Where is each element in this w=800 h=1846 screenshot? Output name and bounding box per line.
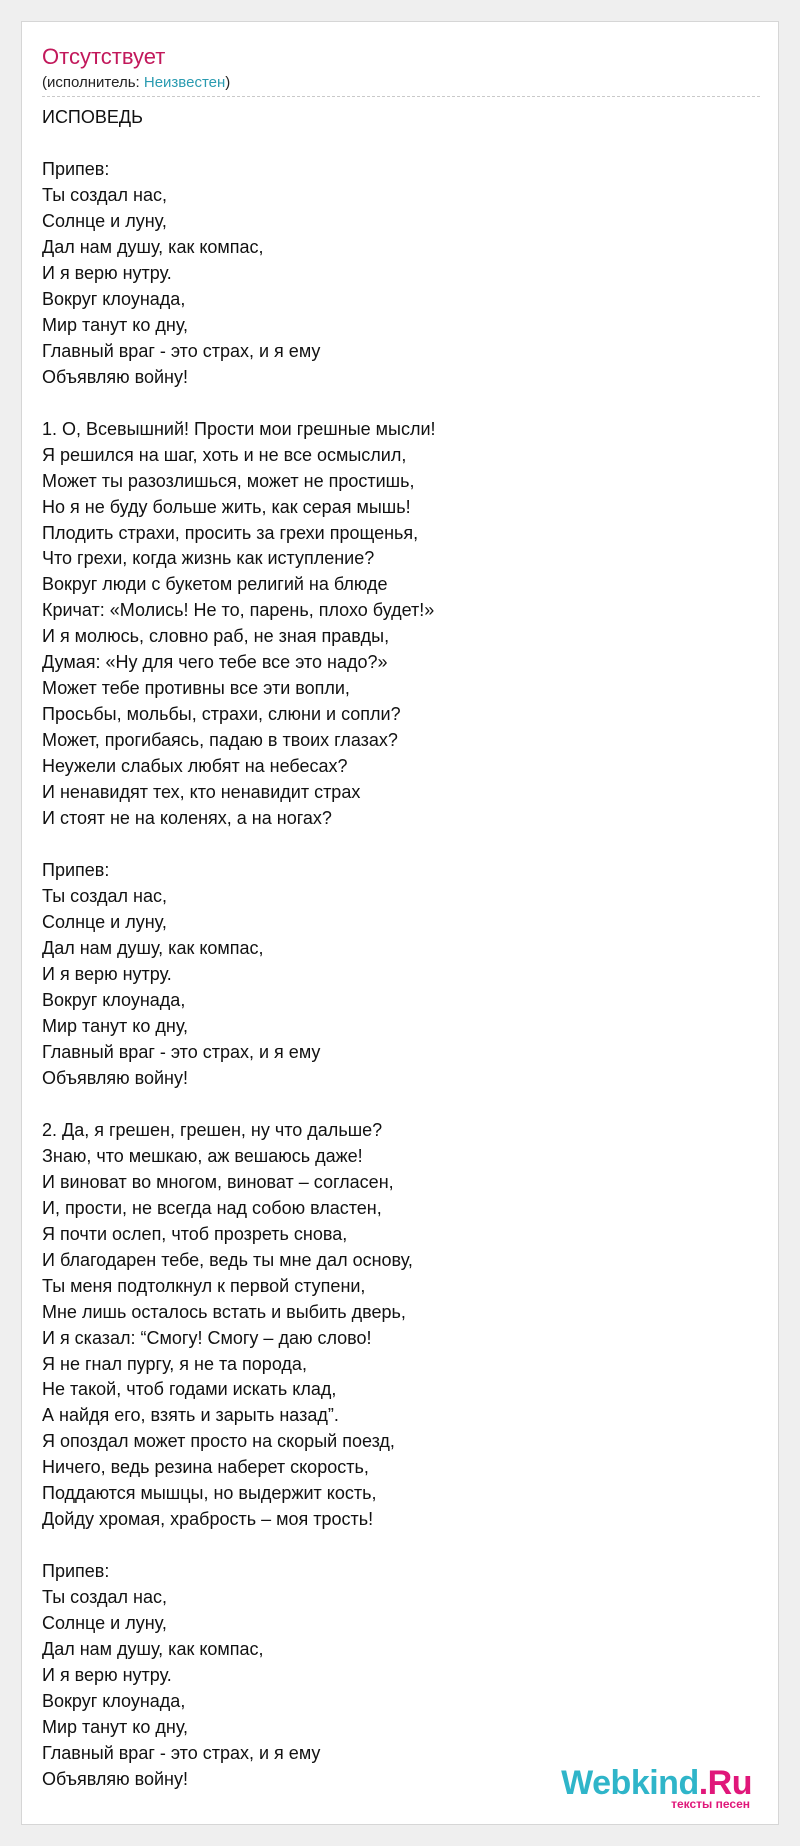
lyrics-line: И я верю нутру. — [42, 262, 172, 283]
lyrics-line: Припев: — [42, 158, 110, 179]
lyrics-line: Дал нам душу, как компас, — [42, 938, 264, 958]
lyrics-line: Я не гнал пургу, я не та порода, — [42, 1353, 307, 1374]
lyrics-line: И, прости, не всегда над собою властен, — [42, 1197, 382, 1218]
lyrics-line: Объявляю войну! — [42, 1067, 188, 1088]
lyrics-line: Ты создал нас, — [42, 1587, 167, 1608]
lyrics-line: Но я не буду больше жить, как серая мышь! — [42, 496, 411, 517]
lyrics-line: И я верю нутру. — [42, 963, 172, 984]
lyrics-line: Вокруг клоунада, — [42, 288, 186, 309]
lyrics-line — [42, 131, 436, 157]
lyrics-line: Неужели слабых любят на небесах? — [42, 756, 348, 777]
lyrics-line: Думая: «Ну для чего тебе все это надо?» — [42, 652, 388, 673]
logo-tld: .Ru — [698, 1764, 752, 1802]
lyrics-line: Дал нам душу, как компас, — [42, 236, 264, 257]
lyrics-line: Солнце и луну, — [42, 210, 167, 231]
artist-suffix: ) — [225, 74, 231, 91]
artist-line — [42, 74, 230, 92]
lyrics-line: И виноват во многом, виноват – согласен, — [42, 1171, 394, 1192]
lyrics-line: И ненавидят тех, кто ненавидит страх — [42, 782, 361, 803]
artist-link[interactable]: Неизвестен — [143, 74, 226, 91]
lyrics-line: Поддаются мышцы, но выдержит кость, — [42, 1483, 377, 1504]
lyrics-line: Главный враг - это страх, и я ему — [42, 340, 321, 361]
lyrics-line — [42, 1092, 436, 1118]
lyrics-line: Припев: — [42, 1561, 110, 1582]
lyrics-line: А найдя его, взять и зарыть назад”. — [42, 1405, 339, 1426]
lyrics-line: Кричат: «Молись! Не то, парень, плохо будет!» — [42, 600, 435, 621]
logo-tagline: тексты песен — [671, 1797, 750, 1811]
lyrics-line: ИСПОВЕДЬ — [42, 107, 143, 127]
lyrics-line: Что грехи, когда жизнь как иступление? — [42, 548, 375, 569]
lyrics-line: И я сказал: “Смогу! Смогу – даю слово! — [42, 1327, 372, 1348]
lyrics-line: Просьбы, мольбы, страхи, слюни и сопли? — [42, 704, 401, 725]
lyrics-line: Дойду хромая, храбрость – моя трость! — [42, 1509, 374, 1530]
lyrics-line: Ничего, ведь резина наберет скорость, — [42, 1457, 369, 1478]
lyrics-line: И я молюсь, словно раб, не зная правды, — [42, 626, 390, 647]
lyrics-text — [42, 105, 436, 1793]
lyrics-line: Не такой, чтоб годами искать клад, — [42, 1379, 337, 1400]
lyrics-line: Ты создал нас, — [42, 886, 167, 907]
lyrics-line: Может, прогибаясь, падаю в твоих глазах? — [42, 730, 398, 751]
lyrics-line: 1. О, Всевышний! Прости мои грешные мысли! — [42, 418, 436, 439]
lyrics-line: Солнце и луну, — [42, 912, 167, 933]
lyrics-line: Мир танут ко дну, — [42, 1015, 189, 1036]
lyrics-card — [21, 21, 779, 1825]
lyrics-line: Объявляю войну! — [42, 1769, 188, 1789]
artist-prefix: (исполнитель: — [42, 74, 144, 91]
header-divider — [42, 96, 760, 97]
lyrics-line: Может ты разозлишься, может не простишь, — [42, 470, 415, 491]
lyrics-line: Мир танут ко дну, — [42, 1717, 189, 1738]
lyrics-line: Солнце и луну, — [42, 1613, 167, 1634]
lyrics-line: И благодарен тебе, ведь ты мне дал основу, — [42, 1249, 413, 1270]
lyrics-line: Ты создал нас, — [42, 184, 167, 205]
lyrics-line: Я почти ослеп, чтоб прозреть снова, — [42, 1223, 348, 1244]
lyrics-line: Главный враг - это страх, и я ему — [42, 1743, 321, 1764]
lyrics-line: Дал нам душу, как компас, — [42, 1639, 264, 1660]
lyrics-line: Вокруг клоунада, — [42, 1691, 186, 1712]
lyrics-line: Мне лишь осталось встать и выбить дверь, — [42, 1301, 406, 1322]
song-title: Отсутствует — [42, 44, 166, 69]
lyrics-line: Ты меня подтолкнул к первой ступени, — [42, 1275, 366, 1296]
lyrics-line: Плодить страхи, просить за грехи прощенья, — [42, 522, 419, 543]
lyrics-line — [42, 1533, 436, 1559]
lyrics-line: Я решился на шаг, хоть и не все осмыслил, — [42, 444, 407, 465]
lyrics-line: Знаю, что мешкаю, аж вешаюсь даже! — [42, 1145, 363, 1166]
webkind-logo[interactable] — [561, 1765, 752, 1810]
lyrics-line: Объявляю войну! — [42, 366, 188, 387]
lyrics-line — [42, 832, 436, 858]
lyrics-line: Мир танут ко дну, — [42, 314, 189, 335]
lyrics-line: 2. Да, я грешен, грешен, ну что дальше? — [42, 1119, 383, 1140]
lyrics-line: Вокруг люди с букетом религий на блюде — [42, 574, 388, 595]
logo-wordmark — [561, 1765, 752, 1801]
lyrics-line: И я верю нутру. — [42, 1665, 172, 1686]
lyrics-line: Может тебе противны все эти вопли, — [42, 678, 350, 699]
lyrics-line: Вокруг клоунада, — [42, 989, 186, 1010]
lyrics-line — [42, 391, 436, 417]
lyrics-line: Я опоздал может просто на скорый поезд, — [42, 1431, 395, 1452]
lyrics-line: Главный враг - это страх, и я ему — [42, 1041, 321, 1062]
logo-word: Webkind — [561, 1764, 699, 1802]
lyrics-line: И стоят не на коленях, а на ногах? — [42, 808, 332, 829]
lyrics-line: Припев: — [42, 860, 110, 881]
